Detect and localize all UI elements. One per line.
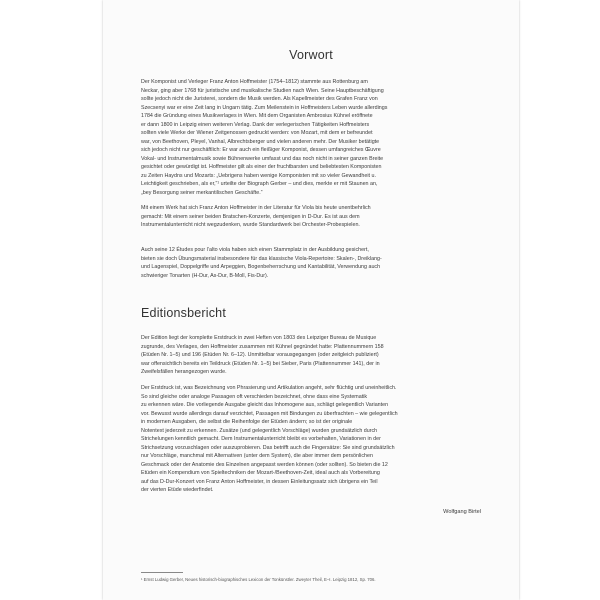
footnote-divider bbox=[141, 572, 183, 573]
preface-heading: Vorwort bbox=[289, 48, 333, 62]
edition-report-paragraph-1: Der Edition liegt der komplette Erstdruck in zwei Heften von 1803 des Leipziger Bureau de Musique zugrunde, des Verlages, den Hoffmeister zusammen mit Kühnel gegründet hatte: Plattennummern 158 (Etüden Nr. 1–5) und 196 (Etüden Nr. 6–12). Unmittelbar vorausgegangen (oder zeitgleich publiziert) war offensichtlich bereits ein Teildruck (Etüden Nr. 1–5) bei Sieber, Paris (Plattennummer 141), der in Zweifelsfällen herangezogen wurde. bbox=[141, 335, 384, 375]
preface-paragraph-2: Mit einem Werk hat sich Franz Anton Hoffmeister in der Literatur für Viola bis heute unentbehrlich gemacht: Mit einem seiner beiden Bratschen-Konzerte, demjenigen in D-Dur. Es ist aus dem Instrumentalunterricht nicht wegzudenken, wurde Standardwerk bei Orchester-Probespielen. bbox=[141, 205, 371, 228]
preface-paragraph-3: Auch seine 12 Études pour l’alto viola haben sich einen Stammplatz in der Ausbildung gesichert, bieten sie doch Übungsmaterial insbesondere für das klassische Viola-Repertoire: Skalen-, Dreiklang- und Lagenspiel, Doppelgriffe und Arpeggien, Bogenbeherrschung und Kantabilität, Verwendung auch schwieriger Tonarten (H-Dur, As-Dur, B-Moll, Fis-Dur). bbox=[141, 247, 382, 279]
edition-report-heading: Editionsbericht bbox=[141, 306, 226, 320]
footnote: ¹ Ernst Ludwig Gerber, Neues historisch-biographisches Lexicon der Tonkünstler. Zweyter Theil, E–I. Leipzig 1812, Sp. 706. bbox=[141, 577, 376, 582]
preface-paragraph-1: Der Komponist und Verleger Franz Anton Hoffmeister (1754–1812) stammte aus Rottenburg am Neckar, ging aber 1768 für juristische und musikalische Studien nach Wien. Seine Hauptbeschäftigung sollte jedoch nicht die Juristerei, sondern die Musik werden. Als Kapellmeister des Grafen Franz von Szecsenyi war er eine Zeit lang in Ungarn tätig. Zum Meilenstein in Hoffmeisters Leben wurde allerdings 1784 die Gründung eines Musikverlages in Wien. Mit dem Organisten Ambrosius Kühnel eröffnete er dann 1800 in Leipzig einen weiteren Verlag. Dank der verlegerischen Tätigkeiten Hoffmeisters sollten viele Werke der Wiener Zeitgenossen gedruckt werden: von Mozart, mit dem er befreundet war, von Beethoven, Pleyel, Vanhal, Albrechtsberger und vielen anderen mehr. Der Musiker betätigte sich jedoch nicht nur geschäftlich: Er war auch ein fleißiger Komponist, dessen umfangreiches Œuvre Vokal- und Instrumentalmusik sowie Bühnenwerke umfasst und das noch nicht in seiner ganzen Breite gesichtet oder gewürdigt ist. Hoffmeister gilt als einer der fruchtbarsten und beliebtesten Komponisten zu Zeiten Haydns und Mozarts: „Uebrigens haben wenige Komponisten mit so vieler Gewandheit u. Leichtigkeit geschrieben, als er,“¹ urteilte der Biograph Gerber – und dies, merkte er mit Staunen an, „bey Besorgung seiner merkantilischen Geschäfte.“ bbox=[141, 79, 388, 196]
edition-report-paragraph-2: Der Erstdruck ist, was Bezeichnung von Phrasierung und Artikulation angeht, sehr flüchtig und uneinheitlich. So sind gleiche oder analoge Passagen oft verschieden bezeichnet, ohne dass eine Systematik zu erkennen wäre. Die vorliegende Ausgabe gleicht das Inhomogene aus, schlägt gelegentlich Varianten vor. Bewusst wurde allerdings darauf verzichtet, Passagen mit Bindungen zu überfrachten – wie gelegentlich in modernen Ausgaben, die selbst die Reihenfolge der Etüden ändern; so ist der originale Notentext jederzeit zu erkennen. Zusätze (und gelegentlich Vorschläge) wurden grundsätzlich durch Strichelungen kenntlich gemacht. Dem Instrumentalunterricht bleibt es vorbehalten, Variationen in der Strichsetzung vorzuschlagen oder auszuprobieren. Das betrifft auch die Fingersätze: Sie sind grundsätzlich nur Vorschläge, manchmal mit Alternativen (unter dem System), die aber immer dem persönlichen Geschmack oder der Anatomie des Einzelnen angepasst werden können (oder sollten). So bieten die 12 Etüden ein Kompendium von Spieltechniken der Mozart-/Beethoven-Zeit, ideal auch als Vorbereitung auf das D-Dur-Konzert von Franz Anton Hoffmeister, in dessen Einleitungssatz sich übrigens ein Teil der vierten Etüde wiederfindet. bbox=[141, 385, 398, 493]
document-page bbox=[103, 0, 519, 600]
author-signature: Wolfgang Birtel bbox=[443, 509, 481, 515]
